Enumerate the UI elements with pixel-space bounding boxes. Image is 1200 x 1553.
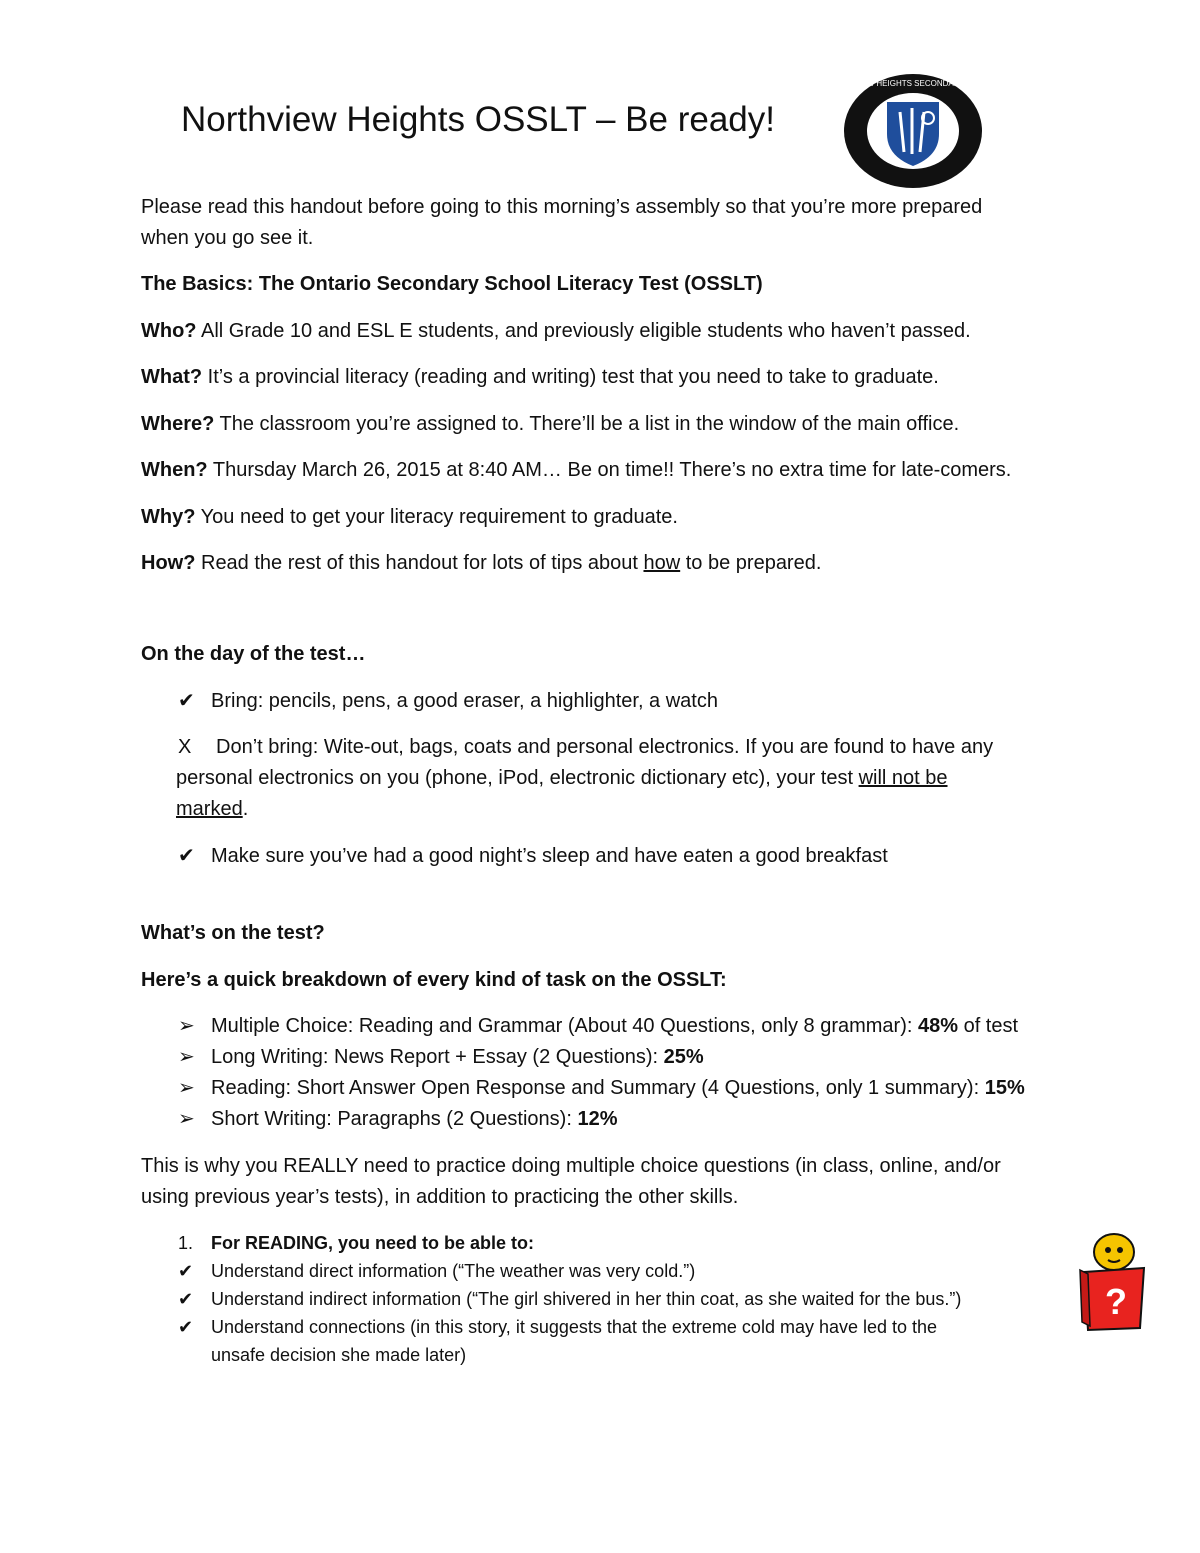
school-logo [825,72,1001,190]
logo-text: NORTHVIEW HEIGHTS SECONDARY SCHOOL [825,79,1001,88]
x-mark-icon: X [178,736,192,758]
how-link: how [643,552,681,574]
intro-line-2: when you go see it. [141,227,314,249]
arrow-bullet-icon: ➢ [178,1077,195,1099]
who-line: Who? All Grade 10 and ESL E students, and previously eligible students who haven’t passed. [141,320,971,342]
arrow-bullet-icon: ➢ [178,1108,195,1130]
mascot-question-mark: ? [1105,1281,1127,1322]
dont-bring-line-1: Don’t bring: Wite-out, bags, coats and personal electronics. If you are found to have any [216,736,994,758]
when-line: When? Thursday March 26, 2015 at 8:40 AM… Be on time!! There’s no extra time for late-comers. [141,459,1012,481]
reading-item-continued: unsafe decision she made later) [211,1345,467,1365]
mascot-reading-icon [1078,1230,1150,1334]
bring-item: Bring: pencils, pens, a good eraser, a highlighter, a watch [211,690,718,712]
dont-bring-line-2: personal electronics on you (phone, iPod, electronic dictionary etc), your test will not be [176,767,948,789]
reading-item: Understand indirect information (“The girl shivered in her thin coat, as she waited for the bus.”) [211,1289,962,1309]
reading-item: Understand direct information (“The weather was very cold.”) [211,1261,696,1281]
list-number: 1. [178,1233,194,1253]
reading-heading: For READING, you need to be able to: [211,1233,535,1253]
check-icon: ✔ [178,1261,194,1281]
test-day-heading: On the day of the test… [141,643,366,665]
arrow-bullet-icon: ➢ [178,1046,195,1068]
reading-item: Understand connections (in this story, it suggests that the extreme cold may have led to the [211,1317,938,1337]
on-test-subheading: Here’s a quick breakdown of every kind of task on the OSSLT: [141,969,727,991]
why-line: Why? You need to get your literacy requirement to graduate. [141,506,678,528]
task-item: Reading: Short Answer Open Response and Summary (4 Questions, only 1 summary): 15% [211,1077,1025,1099]
page-title: Northview Heights OSSLT – Be ready! [181,100,775,139]
how-line: How? Read the rest of this handout for lots of tips about how to be prepared. [141,552,822,574]
check-icon: ✔ [178,690,195,712]
sleep-item: Make sure you’ve had a good night’s sleep and have eaten a good breakfast [211,845,888,867]
check-icon: ✔ [178,1289,194,1309]
check-icon: ✔ [178,1317,194,1337]
practice-line-1: This is why you REALLY need to practice doing multiple choice questions (in class, online, and/or [141,1155,1001,1177]
arrow-bullet-icon: ➢ [178,1015,195,1037]
dont-bring-line-3: marked. [176,798,249,820]
what-line: What? It’s a provincial literacy (reading and writing) test that you need to take to graduate. [141,366,939,388]
practice-line-2: using previous year’s tests), in addition to practicing the other skills. [141,1186,739,1208]
task-item: Short Writing: Paragraphs (2 Questions): 12% [211,1108,618,1130]
task-item: Multiple Choice: Reading and Grammar (About 40 Questions, only 8 grammar): 48% of test [211,1015,1019,1037]
where-line: Where? The classroom you’re assigned to. There’ll be a list in the window of the main office. [141,413,960,435]
check-icon: ✔ [178,845,195,867]
basics-heading: The Basics: The Ontario Secondary School Literacy Test (OSSLT) [141,273,763,295]
intro-line-1: Please read this handout before going to this morning’s assembly so that you’re more prepared [141,196,983,218]
on-test-heading: What’s on the test? [141,922,325,944]
task-item: Long Writing: News Report + Essay (2 Questions): 25% [211,1046,704,1068]
